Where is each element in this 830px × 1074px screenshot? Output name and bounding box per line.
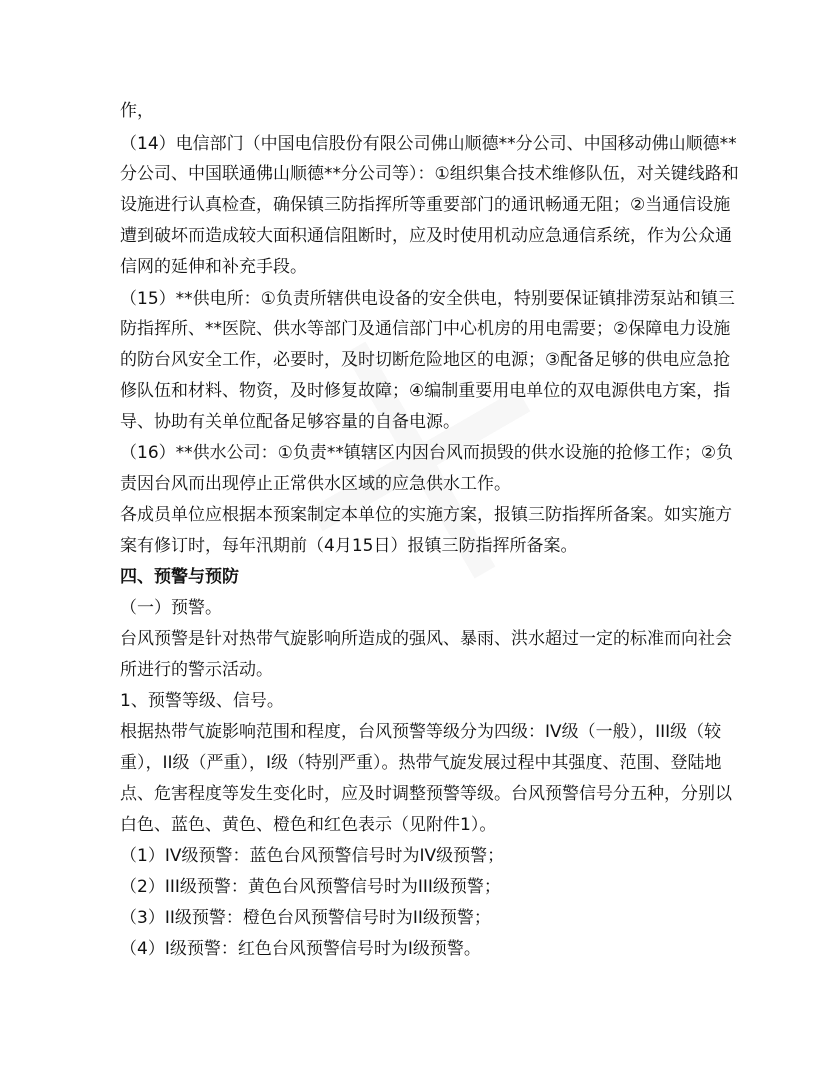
- text-line: （15）**供电所：①负责所辖供电设备的安全供电，特别要保证镇排涝泵站和镇三: [120, 289, 735, 309]
- text-line: 修队伍和材料、物资，及时修复故障；④编制重要用电单位的双电源供电方案，指: [120, 381, 731, 401]
- text-line: 的防台风安全工作，必要时，及时切断危险地区的电源；③配备足够的供电应急抢: [120, 350, 731, 370]
- text-line: 所进行的警示活动。: [120, 660, 273, 680]
- text-line: （14）电信部门（中国电信股份有限公司佛山顺德**分公司、中国移动佛山顺德**: [120, 134, 737, 154]
- text-line: 分公司、中国联通佛山顺德**分公司等）：①组织集合技术维修队伍，对关键线路和: [120, 164, 739, 184]
- text-line: 白色、蓝色、黄色、橙色和红色表示（见附件1）。: [120, 815, 497, 835]
- text-line: 重），II级（严重），I级（特别严重）。热带气旋发展过程中其强度、范围、登陆地: [120, 753, 722, 773]
- text-line: 信网的延伸和补充手段。: [120, 257, 307, 277]
- text-line: 作，: [120, 101, 154, 121]
- text-line: 各成员单位应根据本预案制定本单位的实施方案，报镇三防指挥所备案。如实施方: [120, 505, 732, 525]
- text-line: （2）III级预警：黄色台风预警信号时为III级预警；: [120, 877, 501, 897]
- text-line: （1）IV级预警：蓝色台风预警信号时为IV级预警；: [120, 846, 505, 866]
- text-line: （3）II级预警：橙色台风预警信号时为II级预警；: [120, 908, 491, 928]
- section-heading: 四、预警与预防: [120, 567, 239, 587]
- text-line: （一）预警。: [120, 598, 222, 618]
- text-line: 点、危害程度等发生变化时，应及时调整预警等级。台风预警信号分五种，分别以: [120, 784, 732, 804]
- text-line: 设施进行认真检查，确保镇三防指挥所等重要部门的通讯畅通无阻；②当通信设施: [120, 195, 731, 215]
- text-line: 导、协助有关单位配备足够容量的自备电源。: [120, 412, 460, 432]
- text-line: 案有修订时，每年汛期前（4月15日）报镇三防指挥所备案。: [120, 536, 578, 556]
- text-line: 遭到破坏而造成较大面积通信阻断时，应及时使用机动应急通信系统，作为公众通: [120, 226, 732, 246]
- text-line: 1、预警等级、信号。: [120, 691, 284, 711]
- text-line: 根据热带气旋影响范围和程度，台风预警等级分为四级：IV级（一般），III级（较: [120, 722, 722, 742]
- text-line: （4）I级预警：红色台风预警信号时为I级预警。: [120, 939, 481, 959]
- text-line: 台风预警是针对热带气旋影响所造成的强风、暴雨、洪水超过一定的标准而向社会: [120, 629, 732, 649]
- text-line: 责因台风而出现停止正常供水区域的应急供水工作。: [120, 474, 511, 494]
- text-line: 防指挥所、**医院、供水等部门及通信部门中心机房的用电需要；②保障电力设施: [120, 319, 731, 339]
- text-line: （16）**供水公司：①负责**镇辖区内因台风而损毁的供水设施的抢修工作；②负: [120, 443, 734, 463]
